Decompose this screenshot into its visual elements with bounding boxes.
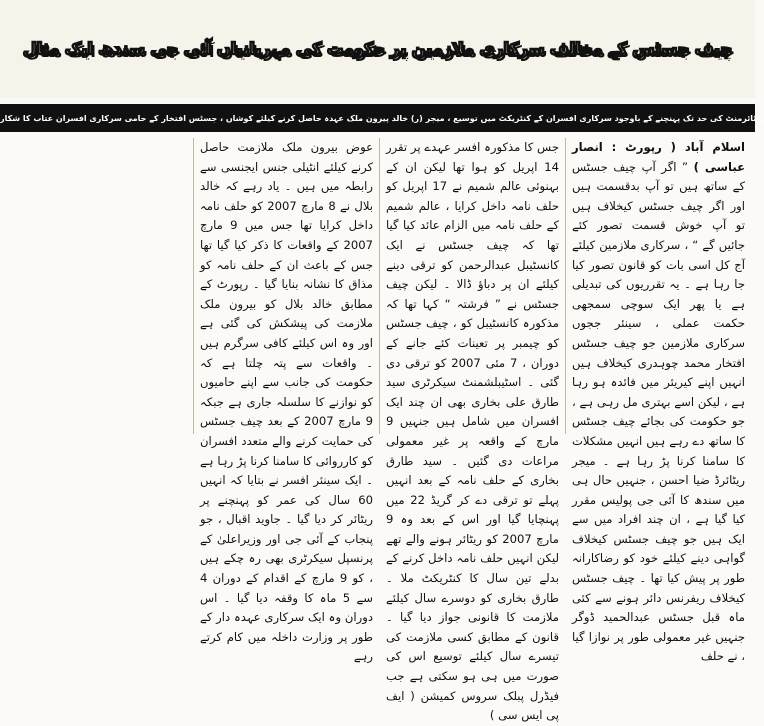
column-text: ” اگر آپ چیف جسٹس کے ساتھ ہیں تو آپ بدقسمت ہیں اور اگر چیف جسٹس کیخلاف ہیں تو آپ خوش قسمت تصور کئے جائیں گے “ ، سرکاری ملازمین کیلئے آج کل اسی بات کو قانون تصور کیا جا رہا ہے ۔ یہ تقرریوں کی تبدیلی ہے یا پھر ایک سوچی سمجھی حکمت عملی ، سینئر ججوں سرکاری ملازمین جو چیف جسٹس افتخار محمد چوہدری کیخلاف ہیں انہیں اپنے کیریئر میں فائدہ ہو رہا ہے ، لیکن اسے بہتری مل رہی ہے ، جو حکومت کی بجائے چیف جسٹس کا ساتھ دے رہے ہیں انہیں مشکلات کا سامنا کرنا پڑ رہا ہے ۔ میجر ریٹائرڈ ضیا احسن ، جنہیں حال ہی میں سندھ کا آئی جی پولیس مقرر کیا گیا ہے ، ان چند افراد میں سے ایک ہیں جو چیف جسٹس کیخلاف گواہی دینے کیلئے خود کو رضاکارانہ طور پر پیش کیا تھا ۔ چیف جسٹس کیخلاف ریفرنس دائر ہونے سے کئی ماہ قبل جسٹس عبدالحمید ڈوگر جنہیں غیر معمولی طور پر نوازا گیا ، نے حلف bbox=[572, 159, 745, 664]
article-column bbox=[565, 138, 751, 664]
sub-headline-strap bbox=[0, 104, 764, 132]
article-body bbox=[4, 138, 751, 723]
column-text bbox=[572, 138, 745, 667]
column-text: جس کا مذکورہ افسر عہدے پر تقرر 14 اپریل کو ہوا تھا لیکن ان کے بہنوئی عالم شمیم نے 17 اپریل کو حلف نامہ داخل کرایا ، عالم شمیم کے حلف نامہ میں الزام عائد کیا گیا تھا کہ چیف جسٹس نے ایک کانسٹیبل عبدالرحمن کو ترقی دینے کیلئے ان پر دباؤ ڈالا ۔ لیکن چیف جسٹس نے ” فرشتہ “ کہا تھا کہ مذکورہ کانسٹیبل کو ، چیف جسٹس کو چیمبر پر تعینات کئے جانے کے دوران ، 7 مئی 2007 کو ترقی دی گئی ۔ اسٹیبلشمنٹ سیکرٹری سید طارق علی بخاری بھی ان چند ایک افسران میں شامل ہیں جنہیں 9 مارچ کے واقعہ پر غیر معمولی مراعات دی گئیں ۔ سید طارق بخاری کے حلف نامہ کے بعد انہیں پہلے تو ترقی دے کر گریڈ 22 میں پہنچایا گیا اور اس کے بعد وہ 9 مارچ 2007 کو ریٹائر ہونے والے تھے لیکن انہیں حلف نامہ داخل کرنے کے بدلے تین سال کا کنٹریکٹ ملا ۔ طارق بخاری کو دوسرے سال کیلئے ملازمت کا قانونی جواز دیا گیا ۔ قانون کے مطابق کسی ملازمت کی تیسرے سال کیلئے توسیع اس کی صورت میں ہی ہو سکتی ہے جب فیڈرل پبلک سروس کمیشن ( ایف پی ایس سی ) bbox=[386, 140, 559, 723]
article-column bbox=[7, 138, 193, 434]
headline-banner bbox=[0, 0, 755, 98]
article-column bbox=[379, 138, 565, 723]
dateline: اسلام آباد ( رپورٹ : انصار عباسی ) bbox=[572, 140, 745, 174]
sub-headline: ریٹائرمنٹ کی حد تک پہنچنے کے باوجود سرکاری افسران کے کنٹریکٹ میں توسیع ، میجر (ر) خالد پیرون ملک عہدہ حاصل کرنے کیلئے کوشاں ، جسٹس افتخار کے حامی سرکاری افسران عتاب کا شکار bbox=[0, 113, 764, 123]
headline: چیف جسٹس کے مخالف سرکاری ملازمین پر حکومت کی مہربانیاں آئی جی سندھ ایک مثال bbox=[23, 39, 732, 58]
article-column bbox=[193, 138, 379, 664]
column-text: عوض بیرون ملک ملازمت حاصل کرنے کیلئے انٹیلی جنس ایجنسی سے رابطہ میں ہیں ۔ یاد رہے کہ خالد بلال نے 8 مارچ 2007 کو حلف نامہ داخل کرایا تھا جس میں 9 مارچ 2007 کے واقعات کا ذکر کیا گیا تھا جس کے باعث ان کے حلف نامہ کو مذاق کا نشانہ بنایا گیا ۔ رپورٹ کے مطابق خالد بلال کو بیرون ملک ملازمت کی پیشکش کی گئی ہے اور وہ اس کیلئے کافی سرگرم ہیں ۔ واقعات سے پتہ چلتا ہے کہ حکومت کی جانب سے اپنے حامیوں کو نوازنے کا سلسلہ جاری ہے جبکہ 9 مارچ 2007 کے بعد چیف جسٹس کی حمایت کرنے والے متعدد افسران کو کارروائی کا سامنا کرنا پڑ رہا ہے ۔ ایک سینئر افسر نے بتایا کہ انہیں 60 سال کی عمر کو پہنچنے پر ریٹائر کر دیا گیا ۔ جاوید اقبال ، جو پنجاب کے آئی جی اور وزیراعلیٰ کے پرنسپل سیکرٹری بھی رہ چکے ہیں ، کو 9 مارچ کے اقدام کے دوران 4 سے 5 ماہ کا وقفہ دیا گیا ۔ اس دوران وہ ایک سرکاری عہدہ دار کے طور پر وزارت داخلہ میں کام کرتے رہے bbox=[200, 140, 373, 664]
